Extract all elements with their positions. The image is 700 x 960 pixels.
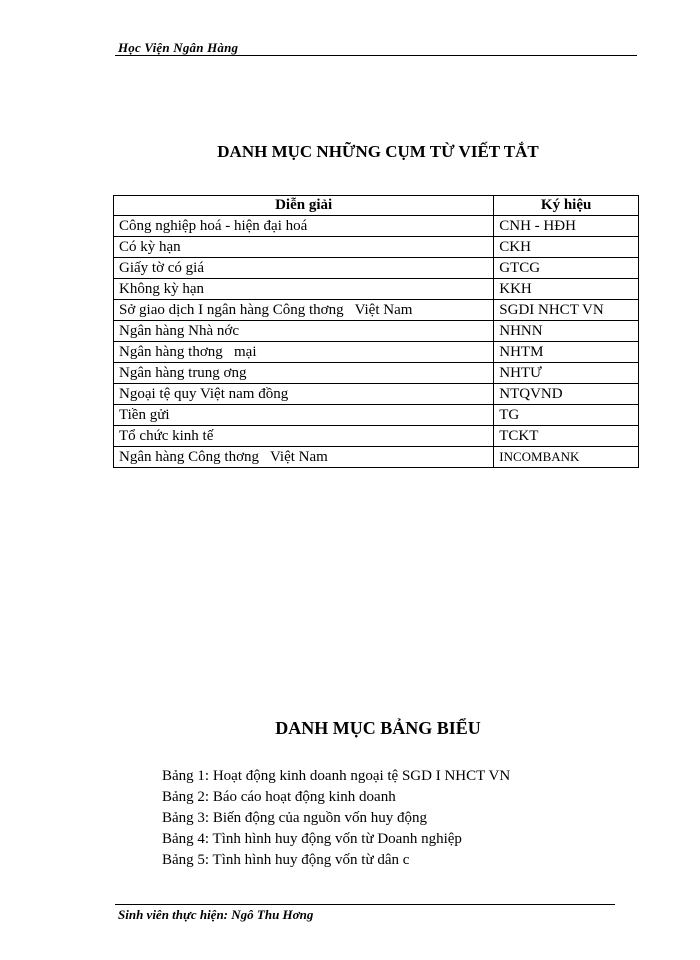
row-description: Có kỳ hạn <box>114 237 494 258</box>
list-item: Bảng 2: Báo cáo hoạt động kinh doanh <box>162 789 396 805</box>
row-symbol: KKH <box>494 279 639 300</box>
row-symbol: CKH <box>494 237 639 258</box>
table-row <box>114 258 639 279</box>
footer-divider <box>115 904 615 905</box>
row-symbol: GTCG <box>494 258 639 279</box>
table-row <box>114 363 639 384</box>
row-description: Ngoại tệ quy Việt nam đồng <box>114 384 494 405</box>
table-row <box>114 342 639 363</box>
table-row <box>114 447 639 468</box>
table-row <box>114 300 639 321</box>
table-header-row <box>114 196 639 216</box>
row-symbol: TG <box>494 405 639 426</box>
tables-list-title: DANH MỤC BẢNG BIỂU <box>275 718 481 738</box>
table-row <box>114 426 639 447</box>
row-symbol: CNH - HĐH <box>494 216 639 237</box>
row-description: Sở giao dịch I ngân hàng Công thơng Việt Nam <box>114 300 494 321</box>
row-symbol: NTQVND <box>494 384 639 405</box>
header-divider <box>115 55 637 56</box>
table-row <box>114 237 639 258</box>
abbreviations-title: DANH MỤC NHỮNG CỤM TỪ VIẾT TẮT <box>217 142 539 161</box>
list-item: Bảng 5: Tình hình huy động vốn từ dân c <box>162 852 410 868</box>
list-item: Bảng 1: Hoạt động kinh doanh ngoại tệ SGD I NHCT VN <box>162 768 511 784</box>
row-symbol: SGDI NHCT VN <box>494 300 639 321</box>
row-description: Ngân hàng thơng mại <box>114 342 494 363</box>
row-symbol: NHTM <box>494 342 639 363</box>
list-item: Bảng 3: Biến động của nguồn vốn huy động <box>162 810 427 826</box>
table-row <box>114 216 639 237</box>
row-description: Giấy tờ có giá <box>114 258 494 279</box>
row-symbol: NHTƯ <box>494 363 639 384</box>
column-header-description: Diễn giải <box>114 196 494 216</box>
row-description: Ngân hàng Công thơng Việt Nam <box>114 447 494 468</box>
abbreviations-table <box>113 195 639 468</box>
row-description: Ngân hàng Nhà nớc <box>114 321 494 342</box>
table-row <box>114 384 639 405</box>
footer-text: Sinh viên thực hiện: Ngô Thu Hơng <box>118 907 314 922</box>
row-description: Công nghiệp hoá - hiện đại hoá <box>114 216 494 237</box>
table-row <box>114 405 639 426</box>
row-description: Tổ chức kinh tế <box>114 426 494 447</box>
table-row <box>114 279 639 300</box>
header-text: Học Viện Ngân Hàng <box>118 40 239 55</box>
table-row <box>114 321 639 342</box>
column-header-symbol: Ký hiệu <box>494 196 639 216</box>
list-item: Bảng 4: Tình hình huy động vốn từ Doanh nghiệp <box>162 831 462 847</box>
row-symbol: NHNN <box>494 321 639 342</box>
row-description: Tiền gửi <box>114 405 494 426</box>
row-description: Ngân hàng trung ơng <box>114 363 494 384</box>
row-description: Không kỳ hạn <box>114 279 494 300</box>
tables-list <box>162 766 510 871</box>
row-symbol: INCOMBANK <box>494 447 639 468</box>
row-symbol: TCKT <box>494 426 639 447</box>
